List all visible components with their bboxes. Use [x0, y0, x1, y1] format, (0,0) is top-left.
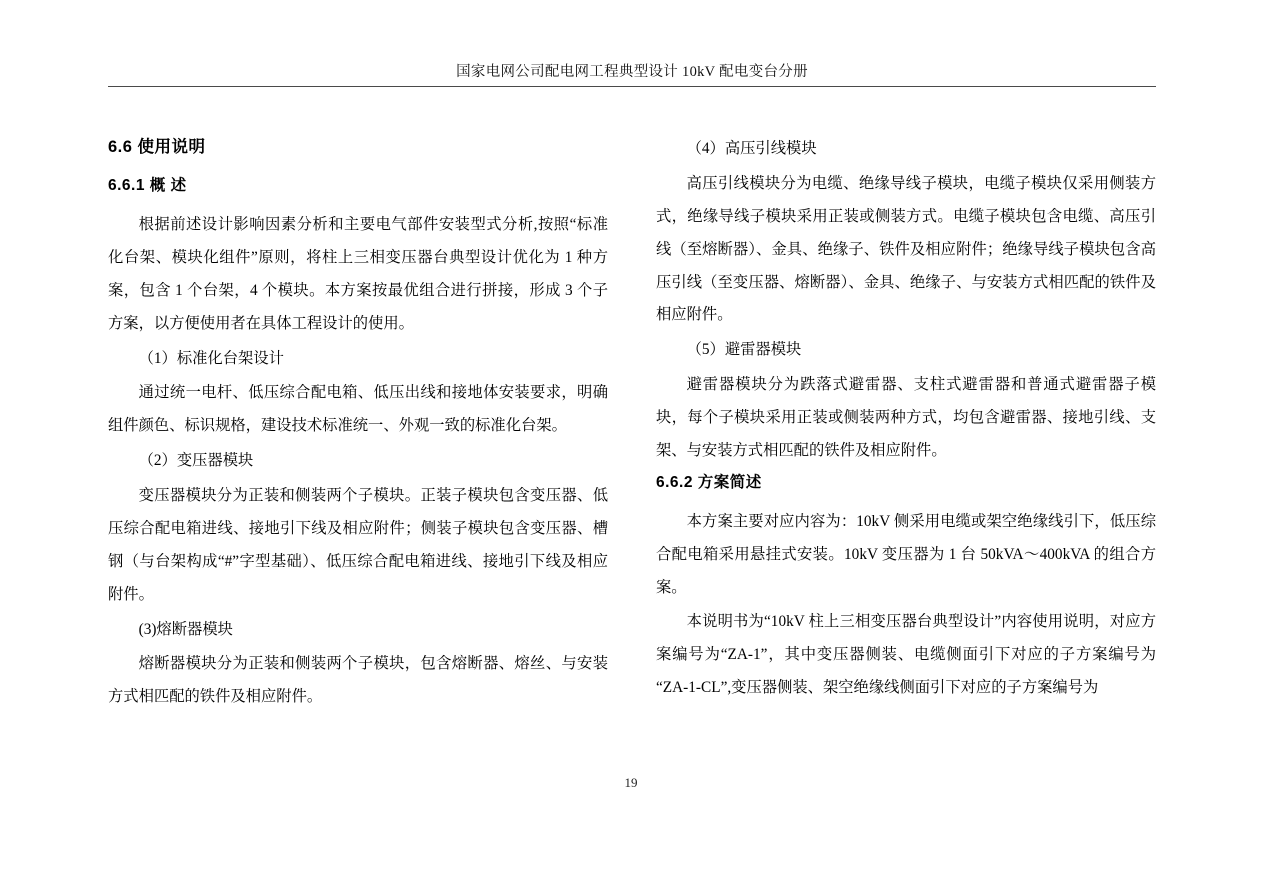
paragraph-item-1-title: （1）标准化台架设计 — [138, 349, 284, 367]
paragraph-item-2-title: （2）变压器模块 — [138, 452, 254, 470]
section-heading-6-6: 6.6 使用说明 — [108, 138, 206, 156]
header-divider — [108, 86, 1156, 87]
two-column-body — [108, 133, 1156, 753]
paragraph-scheme-overview: 本方案主要对应内容为：10kV 侧采用电缆或架空绝缘线引下，低压综合配电箱采用悬挂式安装。10kV 变压器为 1 台 50kVA～400kVA 的组合方案。 — [656, 512, 1156, 596]
left-column — [108, 133, 608, 716]
paragraph-overview: 根据前述设计影响因素分析和主要电气部件安装型式分析,按照“标准化台架、模块化组件”原则，将柱上三相变压器台典型设计优化为 1 种方案，包含 1 个台架，4 个模块。本方案按最优组合进行拼接，形成 3 个子方案，以方便使用者在具体工程设计的使用。 — [108, 216, 608, 332]
subsection-heading-6-6-1: 6.6.1 概 述 — [108, 177, 187, 194]
right-column — [656, 133, 1156, 707]
subsection-heading-6-6-2: 6.6.2 方案简述 — [656, 473, 762, 491]
paragraph-item-3-title: (3)熔断器模块 — [138, 620, 233, 638]
paragraph-item-5-title: （5）避雷器模块 — [686, 341, 802, 359]
paragraph-item-5-body: 避雷器模块分为跌落式避雷器、支柱式避雷器和普通式避雷器子模块，每个子模块采用正装或侧装两种方式，均包含避雷器、接地引线、支架、与安装方式相匹配的铁件及相应附件。 — [656, 376, 1156, 459]
paragraph-scheme-numbering: 本说明书为“10kV 柱上三相变压器台典型设计”内容使用说明，对应方案编号为“ZA-1”，其中变压器侧装、电缆侧面引下对应的子方案编号为“ZA-1-CL”,变压器侧装、架空绝缘线侧面引下对应的子方案编号为 — [656, 613, 1156, 697]
paragraph-item-4-title: （4）高压引线模块 — [686, 140, 817, 157]
running-header: 国家电网公司配电网工程典型设计 10kV 配电变台分册 — [456, 64, 808, 80]
page-number: 19 — [624, 775, 638, 790]
paragraph-item-1-body: 通过统一电杆、低压综合配电箱、低压出线和接地体安装要求，明确组件颜色、标识规格，建设技术标准统一、外观一致的标准化台架。 — [108, 384, 608, 435]
paragraph-item-2-body: 变压器模块分为正装和侧装两个子模块。正装子模块包含变压器、低压综合配电箱进线、接地引下线及相应附件；侧装子模块包含变压器、槽钢（与台架构成“#”字型基础）、低压综合配电箱进线、接地引下线及相应附件。 — [108, 487, 608, 603]
paragraph-item-4-body: 高压引线模块分为电缆、绝缘导线子模块，电缆子模块仅采用侧装方式，绝缘导线子模块采用正装或侧装方式。电缆子模块包含电缆、高压引线（至熔断器）、金具、绝缘子、铁件及相应附件；绝缘导线子模块包含高压引线（至变压器、熔断器）、金具、绝缘子、与安装方式相匹配的铁件及相应附件。 — [656, 174, 1156, 324]
paragraph-item-3-body: 熔断器模块分为正装和侧装两个子模块，包含熔断器、熔丝、与安装方式相匹配的铁件及相应附件。 — [108, 655, 608, 706]
